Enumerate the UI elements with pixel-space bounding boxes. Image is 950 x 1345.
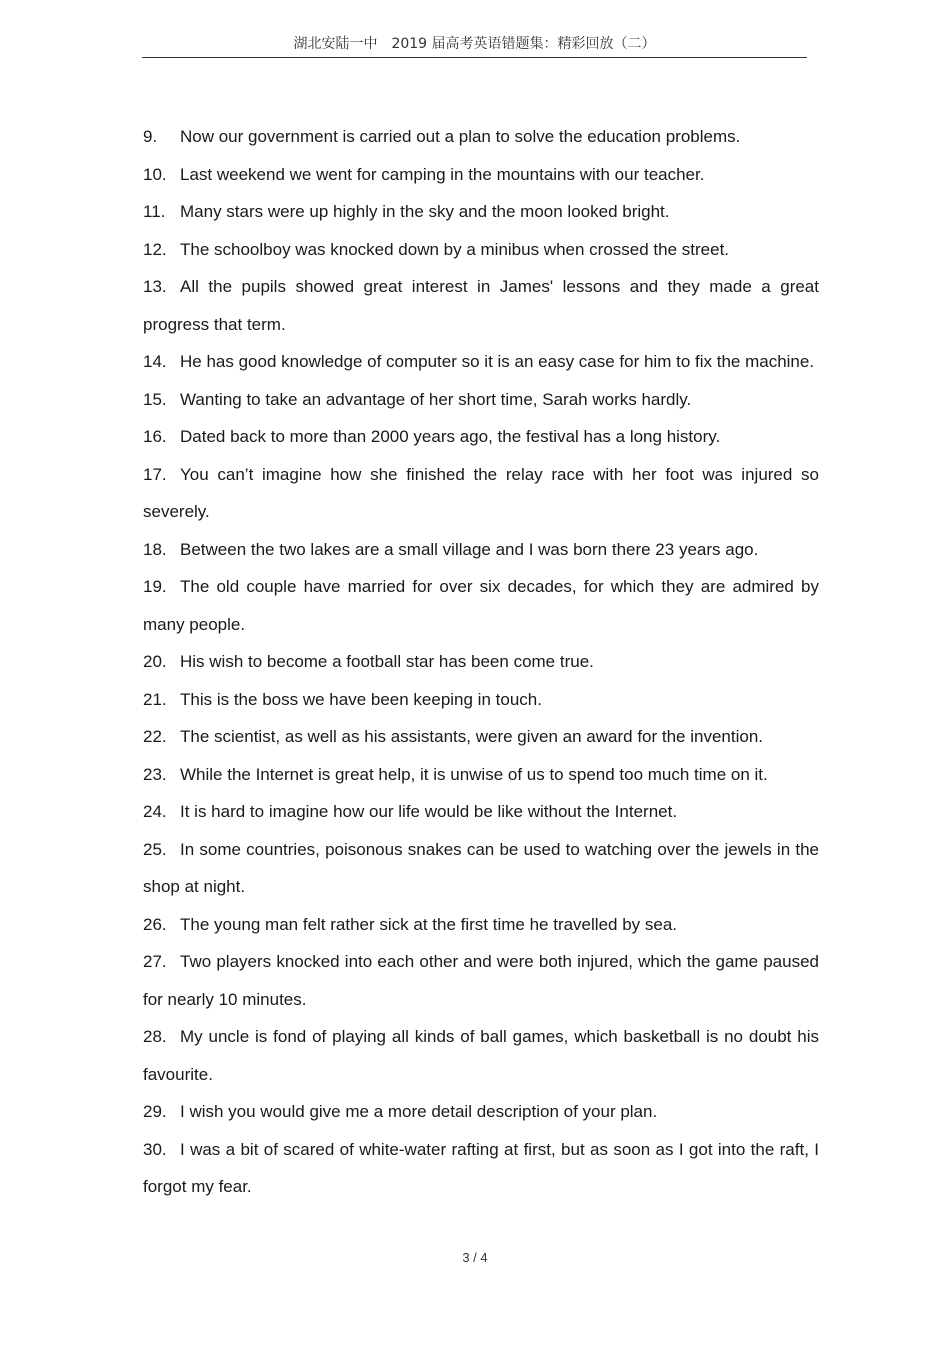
item-text: Last weekend we went for camping in the mountains with our teacher. (180, 164, 705, 184)
item-number: 29. (143, 1102, 167, 1121)
list-item (143, 906, 819, 944)
list-item (143, 1018, 819, 1093)
header-title: 湖北安陆一中 2019 届高考英语错题集：精彩回放（二） (293, 36, 656, 52)
item-text: My uncle is fond of playing all kinds of ball games, which basketball is no doubt his favourite. (143, 1027, 819, 1084)
item-text: Wanting to take an advantage of her short time, Sarah works hardly. (180, 389, 692, 409)
item-text: All the pupils showed great interest in James' lessons and they made a great progress that term. (143, 277, 819, 334)
list-item (143, 718, 819, 756)
item-text: Dated back to more than 2000 years ago, the festival has a long history. (180, 427, 721, 446)
list-item (143, 343, 819, 381)
item-number: 14. (143, 352, 167, 371)
item-number: 27. (143, 952, 167, 971)
list-item (143, 231, 819, 269)
item-text: The scientist, as well as his assistants, were given an award for the invention. (180, 727, 764, 746)
page-number-text: 3 / 4 (462, 1250, 488, 1265)
item-number: 30. (143, 1139, 167, 1159)
item-text: In some countries, poisonous snakes can be used to watching over the jewels in the shop at night. (143, 839, 819, 896)
list-item (143, 793, 819, 831)
item-number: 20. (143, 652, 167, 671)
list-item (143, 418, 819, 456)
item-text: The schoolboy was knocked down by a minibus when crossed the street. (180, 239, 730, 259)
page-number (0, 1250, 950, 1265)
item-number: 11. (143, 202, 166, 221)
item-number: 26. (143, 914, 167, 934)
item-text: It is hard to imagine how our life would be like without the Internet. (180, 802, 678, 821)
list-item (143, 756, 819, 794)
list-item (143, 643, 819, 681)
item-number: 9. (143, 127, 158, 146)
item-text: The young man felt rather sick at the first time he travelled by sea. (180, 914, 678, 934)
item-text: Two players knocked into each other and were both injured, which the game paused for nearly 10 minutes. (143, 952, 819, 1009)
item-number: 25. (143, 839, 167, 859)
item-number: 10. (143, 164, 167, 184)
page-header (142, 33, 807, 58)
item-text: Many stars were up highly in the sky and the moon looked bright. (180, 202, 670, 221)
item-number: 12. (143, 239, 167, 259)
item-number: 19. (143, 577, 167, 596)
item-text: Between the two lakes are a small village and I was born there 23 years ago. (180, 539, 759, 559)
item-text: While the Internet is great help, it is unwise of us to spend too much time on it. (180, 764, 768, 784)
item-number: 28. (143, 1027, 167, 1046)
list-item (143, 1131, 819, 1206)
item-number: 13. (143, 277, 167, 296)
item-text: I was a bit of scared of white-water rafting at first, but as soon as I got into the raft, I forgot my fear. (143, 1139, 819, 1196)
list-item (143, 531, 819, 569)
sentence-list (143, 118, 819, 1206)
item-number: 16. (143, 427, 167, 446)
list-item (143, 831, 819, 906)
list-item (143, 381, 819, 419)
item-number: 18. (143, 539, 167, 559)
list-item (143, 681, 819, 719)
list-item (143, 118, 819, 156)
list-item (143, 193, 819, 231)
list-item (143, 268, 819, 343)
item-text: He has good knowledge of computer so it is an easy case for him to fix the machine. (180, 352, 815, 371)
list-item (143, 1093, 819, 1131)
item-text: I wish you would give me a more detail description of your plan. (180, 1102, 658, 1121)
item-text: Now our government is carried out a plan to solve the education problems. (180, 127, 741, 146)
item-text: The old couple have married for over six decades, for which they are admired by many people. (143, 577, 819, 634)
item-number: 17. (143, 464, 167, 484)
item-number: 24. (143, 802, 167, 821)
item-number: 23. (143, 764, 167, 784)
item-text: This is the boss we have been keeping in touch. (180, 689, 542, 709)
item-number: 22. (143, 727, 167, 746)
list-item (143, 156, 819, 194)
list-item (143, 568, 819, 643)
list-item (143, 456, 819, 531)
item-text: You can’t imagine how she finished the relay race with her foot was injured so severely. (143, 464, 819, 521)
item-text: His wish to become a football star has been come true. (180, 652, 594, 671)
list-item (143, 943, 819, 1018)
item-number: 21. (143, 689, 167, 709)
item-number: 15. (143, 389, 167, 409)
